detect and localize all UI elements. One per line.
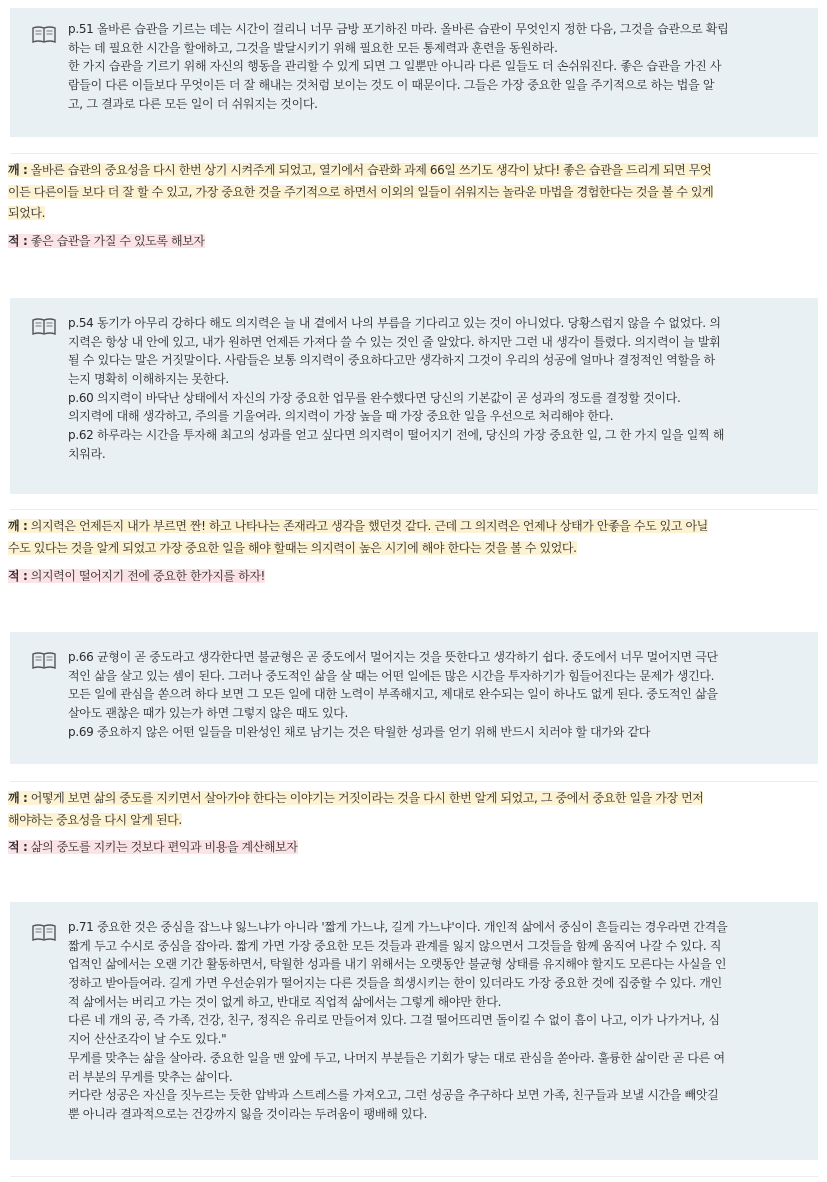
realization-note (8, 203, 45, 225)
quote-line: 살아도 괜찮은 때가 있는가 하면 그렇지 않은 때도 있다. (68, 706, 349, 721)
quote-box (10, 298, 818, 494)
quote-line: 지어 산산조각이 날 수도 있다." (68, 1032, 227, 1047)
realization-text: 이든 다른이들 보다 더 잘 할 수 있고, 가장 중요한 것을 주기적으로 하면서 이외의 일들이 쉬워지는 놀라운 마법을 경험한다는 것을 볼 수 있게 (8, 185, 714, 199)
quote-line: 정하고 받아들여라. 길게 가면 우선순위가 떨어지는 다른 것들을 희생시키는 한이 있더라도 가장 중요한 것에 집중할 수 있다. 개인 (68, 976, 722, 991)
realization-note (8, 810, 182, 832)
quote-line: p.60 의지력이 바닥난 상태에서 자신의 가장 중요한 업무를 완수했다면 당신의 기본값이 곧 성과의 정도를 결정할 것이다. (68, 390, 681, 405)
quote-line: 될 수 있다는 말은 거짓말이다. 사람들은 보통 의지력이 중요하다고만 생각하지 그것이 우리의 성공에 얼마나 결정적인 역할을 하 (68, 353, 715, 368)
quote-line: 적인 삶을 살고 있는 셈이 된다. 그러나 중도적인 삶을 살 때는 어떤 일에든 많은 시간을 투자하기가 힘들어진다는 문제가 생긴다. (68, 668, 715, 683)
action-label: 적 : (8, 840, 28, 854)
book-open-icon (32, 924, 56, 942)
quote-line: 하는 데 필요한 시간을 할애하고, 그것을 발달시키기 위해 필요한 모든 통제력과 훈련을 동원하라. (68, 40, 558, 55)
quote-line: 커다란 성공은 자신을 짓누르는 듯한 압박과 스트레스를 가져오고, 그런 성공을 추구하다 보면 가족, 친구들과 보낼 시간을 빼앗길 (68, 1088, 719, 1103)
quote-line: 무게를 맞추는 삶을 살아라. 중요한 일을 맨 앞에 두고, 나머지 부분들은 기회가 닿는 대로 관심을 쏟아라. 훌륭한 삶이란 곧 다른 여 (68, 1050, 725, 1065)
quote-line: 는지 명확히 이해하지는 못한다. (68, 372, 229, 387)
book-open-icon (32, 26, 56, 44)
quote-line: 고, 그 결과로 다른 모든 일이 더 쉬워지는 것이다. (68, 96, 318, 111)
divider (10, 509, 818, 510)
realization-note (8, 160, 711, 182)
action-note (8, 231, 205, 253)
quote-box (10, 632, 818, 764)
realization-label: 깨 : (8, 163, 28, 177)
realization-text: 수도 있다는 것을 알게 되었고 가장 중요한 일을 해야 할때는 의지력이 높은 시기에 해야 한다는 것을 볼 수 있었다. (8, 541, 577, 555)
divider (10, 781, 818, 782)
quote-line: 다른 네 개의 공, 즉 가족, 건강, 친구, 정직은 유리로 만들어져 있다. 그걸 떨어뜨리면 돌이킬 수 없이 흠이 나고, 이가 나가거나, 심 (68, 1013, 720, 1028)
action-label: 적 : (8, 234, 28, 248)
quote-line: p.69 중요하지 않은 어떤 일들을 미완성인 채로 남기는 것은 탁월한 성과를 얻기 위해 반드시 치러야 할 대가와 같다 (68, 724, 651, 739)
realization-label: 깨 : (8, 519, 28, 533)
quote-line: p.62 하루라는 시간을 투자해 최고의 성과를 얻고 싶다면 의지력이 떨어지기 전에, 당신의 가장 중요한 일, 그 한 가지 일을 일찍 해 (68, 428, 725, 443)
quote-line: p.66 균형이 곧 중도라고 생각한다면 불균형은 곧 중도에서 멀어지는 것을 뜻한다고 생각하기 쉽다. 중도에서 너무 멀어지면 극단 (68, 650, 718, 664)
book-open-icon (32, 318, 56, 336)
realization-note (8, 788, 703, 810)
quote-line: 적 삶에서는 버리고 가는 것이 없게 하고, 반대로 직업적 삶에서는 그렇게 해야만 한다. (68, 994, 502, 1009)
action-text: 의지력이 떨어지기 전에 중요한 한가지를 하자! (30, 569, 265, 583)
quote-text (68, 918, 816, 1124)
quote-text (68, 314, 816, 464)
divider (10, 153, 818, 154)
divider (10, 1176, 818, 1177)
quote-text (68, 20, 816, 113)
action-text: 좋은 습관을 가질 수 있도록 해보자 (30, 234, 205, 248)
quote-line: p.54 동기가 아무리 강하다 해도 의지력은 늘 내 곁에서 나의 부름을 기다리고 있는 것이 아니었다. 당황스럽지 않을 수 없었다. 의 (68, 316, 721, 330)
realization-note (8, 182, 713, 204)
quote-box (10, 902, 818, 1160)
book-open-icon (32, 652, 56, 670)
realization-label: 깨 : (8, 791, 28, 805)
realization-note (8, 516, 708, 538)
action-note (8, 837, 298, 859)
realization-text: 어떻게 보면 삶의 중도를 지키면서 살아가야 한다는 이야기는 거짓이라는 것을 다시 한번 알게 되었고, 그 중에서 중요한 일을 가장 먼저 (30, 791, 704, 805)
quote-line: 짧게 두고 수시로 중심을 잡아라. 짧게 가면 가장 중요한 모든 것들과 관계를 잃지 않으면서 그것들을 함께 움직여 나갈 수 있다. 직 (68, 938, 722, 953)
action-label: 적 : (8, 569, 28, 583)
quote-line: 지력은 항상 내 안에 있고, 내가 원하면 언제든 가져다 쓸 수 있는 것인 줄 알았다. 하지만 그런 내 생각이 틀렸다. 의지력이 늘 발휘 (68, 334, 721, 349)
quote-line: 뿐 아니라 결과적으로는 건강까지 잃을 것이라는 두려움이 팽배해 있다. (68, 1106, 428, 1121)
quote-line: p.71 중요한 것은 중심을 잡느냐 잃느냐가 아니라 '짧게 가느냐, 길게 가느냐'이다. 개인적 삶에서 중심이 흔들리는 경우라면 간격을 (68, 920, 728, 934)
quote-line: 치워라. (68, 446, 106, 461)
quote-line: 람들이 다른 이들보다 무엇이든 더 잘 해내는 것처럼 보이는 것도 이 때문이다. 그들은 가장 중요한 일을 주기적으로 하는 법을 알 (68, 78, 715, 93)
quote-line: 업적인 삶에서는 오랜 기간 활동하면서, 탁월한 성과를 내기 위해서는 오랫동안 불균형 상태를 유지해야 할지도 모른다는 사실을 인 (68, 957, 727, 972)
realization-text: 되었다. (8, 206, 45, 220)
quote-line: 의지력에 대해 생각하고, 주의를 기울여라. 의지력이 가장 높을 때 가장 중요한 일을 우선으로 처리해야 한다. (68, 409, 614, 424)
quote-line: 러 부분의 무게를 맞추는 삶이다. (68, 1069, 233, 1084)
quote-line: p.51 올바른 습관을 기르는 데는 시간이 걸리니 너무 금방 포기하진 마라. 올바른 습관이 무엇인지 정한 다음, 그것을 습관으로 확립 (68, 22, 729, 36)
realization-note (8, 538, 577, 560)
realization-text: 해야하는 중요성을 다시 알게 된다. (8, 813, 182, 827)
action-text: 삶의 중도를 지키는 것보다 편익과 비용을 계산해보자 (30, 840, 298, 854)
realization-text: 의지력은 언제든지 내가 부르면 짠! 하고 나타나는 존재라고 생각을 했던것 같다. 근데 그 의지력은 언제나 상태가 안좋을 수도 있고 아닐 (30, 519, 708, 533)
realization-text: 올바른 습관의 중요성을 다시 한번 상기 시켜주게 되었고, 열기에서 습관화 과제 66일 쓰기도 생각이 났다! 좋은 습관을 드리게 되면 무엇 (30, 163, 712, 177)
action-note (8, 566, 265, 588)
quote-text (68, 648, 816, 741)
quote-line: 한 가지 습관을 기르기 위해 자신의 행동을 관리할 수 있게 되면 그 일뿐만 아니라 다른 일들도 더 손쉬워진다. 좋은 습관을 가진 사 (68, 59, 722, 74)
quote-box (10, 8, 818, 137)
quote-line: 모든 일에 관심을 쏟으려 하다 보면 그 모든 일에 대한 노력이 부족해지고, 제대로 완수되는 일이 하나도 없게 된다. 중도적인 삶을 (68, 687, 718, 702)
